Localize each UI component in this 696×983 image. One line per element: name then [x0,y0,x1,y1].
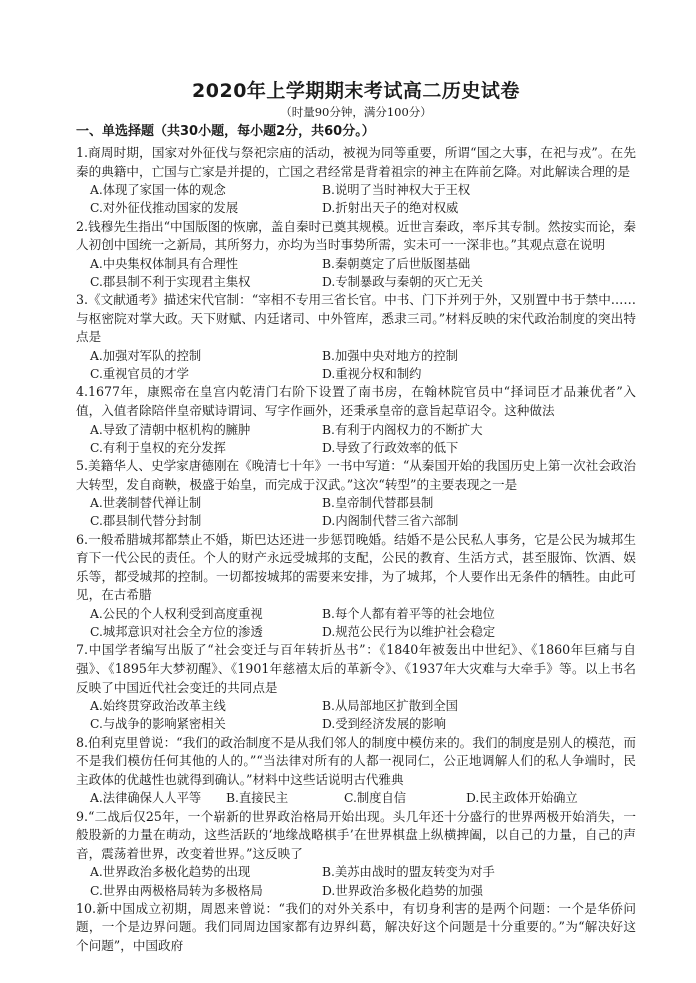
answer-option: B.加强中央对地方的控制 [322,348,458,363]
answer-option: D.折射出天子的绝对权威 [322,201,459,216]
answer-option: B.有利于内阁权力的不断扩大 [322,422,483,437]
options-group [76,494,636,530]
question-block [76,144,636,218]
answer-option: A.中央集权体制具有合理性 [90,256,239,271]
question-list [76,144,636,955]
question-block [76,291,636,383]
answer-option: B.直接民主 [226,791,289,806]
question-stem: 9.“二战后仅25年，一个崭新的世界政治格局开始出现。头几年还十分盛行的世界两极开始消失，一般股新的力量在萌动，这些活跃的‘地缘战略棋手’在世界棋盘上纵横捭阖，以自己的力量，自己的声音，震荡着世界，改变着世界。”这反映了 [76,808,636,861]
answer-option: C.城邦意识对社会全方位的渗透 [90,625,263,640]
question-block [76,641,636,733]
answer-option: D.世界政治多极化趋势的加强 [322,883,483,898]
question-block [76,808,636,900]
answer-option: A.加强对军队的控制 [90,348,202,363]
answer-option: C.有利于皇权的充分发挥 [90,440,226,455]
answer-option: B.美苏由战时的盟友转变为对手 [322,865,495,880]
answer-option: D.受到经济发展的影响 [322,717,447,732]
question-block [76,218,636,292]
answer-option: D.民主政体开始确立 [466,791,578,806]
options-group [76,789,636,807]
exam-subtitle: （时量90分钟，满分100分） [280,105,432,119]
question-block [76,900,636,956]
answer-option: C.对外征伐推动国家的发展 [90,201,239,216]
answer-option: D.重视分权和制约 [322,367,422,382]
exam-title: 2020年上学期期末考试高二历史试卷 [192,80,520,102]
answer-option: B.从局部地区扩散到全国 [322,699,458,714]
question-stem: 1.商周时期，国家对外征伐与祭祀宗庙的活动，被视为同等重要，所谓“国之大事，在祀与戎”。在先秦的典籍中，亡国与亡家是并提的，亡国之君经常是背着祖宗的神主在阵前乞降。对此解读合理的是 [76,145,636,179]
options-group [76,863,636,899]
question-block [76,531,636,642]
answer-option: A.世界政治多极化趋势的出现 [90,865,251,880]
options-group [76,697,636,733]
answer-option: A.始终贯穿政治改革主线 [90,699,226,714]
options-group [76,255,636,291]
question-stem: 5.美籍华人、史学家唐德刚在《晚清七十年》一书中写道：“从秦国开始的我国历史上第一次社会政治大转型，发自商鞅，极盛于始皇，而完成于汉武。”这次“转型”的主要表现之一是 [76,457,636,492]
question-block [76,383,636,457]
answer-option: D.导致了行政效率的低下 [322,440,459,455]
options-group [76,421,636,457]
answer-option: A.法律确保人人平等 [90,791,202,806]
options-group [76,181,636,217]
question-block [76,734,636,808]
answer-option: D.规范公民行为以维护社会稳定 [322,625,496,640]
question-block [76,457,636,531]
answer-option: C.郡县制不利于实现君主集权 [90,274,251,289]
answer-option: D.内阁制代替三省六部制 [322,514,459,529]
question-stem: 7.中国学者编写出版了“社会变迁与百年转折丛书”：《1840年被轰出中世纪》、《1860年巨痛与自强》、《1895年大梦初醒》、《1901年慈禧太后的革新令》、《1937年大灾难与大牵手》等。以上书名反映了中国近代社会变迁的共同点是 [76,642,636,695]
answer-option: A.公民的个人权利受到高度重视 [90,606,263,621]
answer-option: C.重视官员的才学 [90,367,189,382]
question-stem: 10.新中国成立初期，周恩来曾说：“我们的对外关系中，有切身利害的是两个问题：一个是华侨问题，一个是边界问题。我们同周边国家都有边界纠葛，解决好这个问题是十分重要的。”为“解决好这个问题”，中国政府 [76,900,636,953]
question-stem: 8.伯利克里曾说：“我们的政治制度不是从我们邻人的制度中模仿来的。我们的制度是别人的模范，而不是我们模仿任何其他的人的。”“当法律对所有的人都一视同仁，公正地调解人们的私人争端时，民主政体的优越性也就得到确认。”材料中这些话说明古代雅典 [76,734,636,787]
options-group [76,347,636,383]
section-heading: 一、单选择题（共30小题，每小题2分，共60分。） [76,124,375,139]
answer-option: D.专制暴政与秦朝的灭亡无关 [322,274,483,289]
answer-option: A.世袭制替代禅让制 [90,496,202,511]
answer-option: C.制度自信 [344,791,407,806]
answer-option: A.导致了清朝中枢机构的臃肿 [90,422,251,437]
question-stem: 6.一般希腊城邦都禁止不婚，斯巴达还进一步惩罚晚婚。结婚不是公民私人事务，它是公民为城邦生育下一代公民的责任。个人的财产永远受城邦的支配，公民的教育、生活方式，甚至服饰、饮酒、娱乐等，都受城邦的控制。一切都按城邦的需要来安排，为了城邦，个人要作出无条件的牺牲。由此可见，在古希腊 [76,531,636,603]
question-stem: 3.《文献通考》描述宋代官制：“宰相不专用三省长官。中书、门下并列于外，又别置中书于禁中……与枢密院对掌大政。天下财赋、内廷诸司、中外管库，悉隶三司。”材料反映的宋代政治制度的突出特点是 [76,292,636,345]
question-stem: 4.1677年，康熙帝在皇宫内乾清门右阶下设置了南书房，在翰林院官员中“择词臣才品兼优者”入值，入值者除陪伴皇帝赋诗谓词、写字作画外，还秉承皇帝的意旨起草诏令。这种做法 [76,384,636,418]
answer-option: C.与战争的影响紧密相关 [90,717,226,732]
answer-option: C.世界由两极格局转为多极格局 [90,883,263,898]
options-group [76,605,636,641]
question-stem: 2.钱穆先生指出“中国版图的恢廓，盖自秦时已奠其规模。近世言秦政，率斥其专制。然按实而论，秦人初创中国统一之新局，其所努力，亦均为当时事势所需，实未可一一深非也。”其观点意在说明 [76,218,636,253]
answer-option: C.郡县制代替分封制 [90,514,202,529]
answer-option: B.秦朝奠定了后世版图基础 [322,256,471,271]
answer-option: B.皇帝制代替郡县制 [322,496,434,511]
answer-option: B.每个人都有着平等的社会地位 [322,606,495,621]
answer-option: B.说明了当时神权大于王权 [322,183,471,198]
answer-option: A.体现了家国一体的观念 [90,183,226,198]
